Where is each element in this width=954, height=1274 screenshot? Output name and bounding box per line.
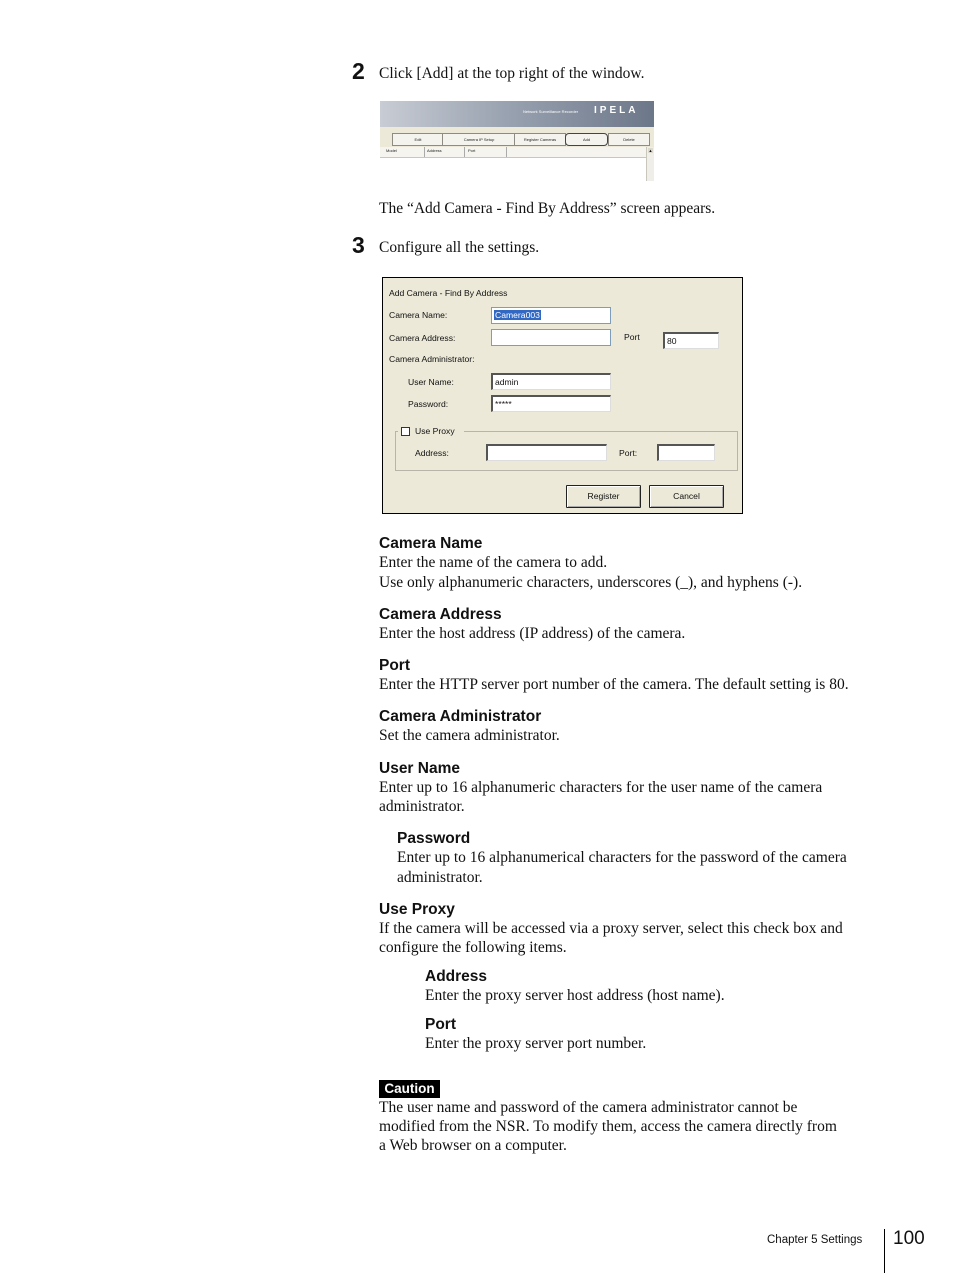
step-number: 3 bbox=[352, 232, 365, 258]
step-number: 2 bbox=[352, 58, 365, 84]
camera-address-label: Camera Address: bbox=[389, 333, 456, 343]
user-name-field[interactable]: admin bbox=[491, 373, 611, 390]
term-camera-address: Camera Address bbox=[379, 606, 502, 623]
use-proxy-label: Use Proxy bbox=[415, 426, 455, 436]
column-separator bbox=[464, 147, 465, 157]
term-user-name: User Name bbox=[379, 760, 460, 777]
use-proxy-checkbox[interactable] bbox=[401, 427, 410, 436]
caution-text-1: The user name and password of the camera administrator cannot be bbox=[379, 1099, 798, 1116]
step-text: Click [Add] at the top right of the window. bbox=[379, 65, 645, 82]
scroll-up-icon[interactable]: ▲ bbox=[648, 148, 653, 153]
app-title: Network Surveillance Recorder bbox=[523, 109, 579, 114]
proxy-address-field[interactable] bbox=[486, 444, 607, 461]
list-header bbox=[380, 147, 646, 158]
add-button[interactable]: Add bbox=[565, 133, 608, 146]
caution-text-3: a Web browser on a computer. bbox=[379, 1137, 567, 1154]
password-label: Password: bbox=[408, 399, 449, 409]
edit-button[interactable]: Edit bbox=[392, 133, 444, 146]
proxy-address-label: Address: bbox=[415, 448, 449, 458]
user-name-label: User Name: bbox=[408, 377, 454, 387]
desc-password-2: administrator. bbox=[397, 869, 483, 886]
desc-use-proxy-1: If the camera will be accessed via a proxy server, select this check box and bbox=[379, 920, 843, 937]
term-use-proxy: Use Proxy bbox=[379, 901, 455, 918]
scrollbar[interactable] bbox=[646, 147, 654, 181]
port-field[interactable]: 80 bbox=[663, 332, 719, 349]
desc-port: Enter the HTTP server port number of the camera. The default setting is 80. bbox=[379, 676, 849, 693]
register-cameras-button[interactable]: Register Cameras bbox=[514, 133, 566, 146]
column-address: Address bbox=[427, 148, 442, 153]
caution-badge: Caution bbox=[379, 1080, 440, 1098]
password-field[interactable]: ***** bbox=[491, 395, 611, 412]
term-camera-name: Camera Name bbox=[379, 535, 483, 552]
cancel-button[interactable]: Cancel bbox=[649, 485, 724, 508]
camera-address-field[interactable] bbox=[491, 329, 611, 346]
desc-camera-address: Enter the host address (IP address) of the camera. bbox=[379, 625, 686, 642]
column-port: Port bbox=[468, 148, 476, 153]
footer-divider bbox=[884, 1229, 885, 1273]
term-proxy-address: Address bbox=[425, 968, 488, 985]
desc-camera-name-1: Enter the name of the camera to add. bbox=[379, 554, 608, 571]
desc-use-proxy-2: configure the following items. bbox=[379, 939, 567, 956]
port-label: Port bbox=[624, 332, 640, 342]
ipela-logo: IPELA bbox=[594, 105, 639, 116]
dialog-title: Add Camera - Find By Address bbox=[389, 288, 508, 298]
desc-user-name-2: administrator. bbox=[379, 798, 465, 815]
camera-admin-label: Camera Administrator: bbox=[389, 354, 475, 364]
delete-button[interactable]: Delete bbox=[608, 133, 650, 146]
desc-camera-name-2: Use only alphanumeric characters, underscores (_), and hyphens (-). bbox=[379, 574, 803, 591]
term-password: Password bbox=[397, 830, 471, 847]
desc-proxy-port: Enter the proxy server port number. bbox=[425, 1035, 647, 1052]
page-number: 100 bbox=[893, 1228, 925, 1249]
camera-name-value: Camera003 bbox=[495, 310, 540, 320]
toolbar-screenshot bbox=[380, 101, 654, 181]
camera-name-field[interactable] bbox=[491, 307, 611, 324]
column-model: Model bbox=[386, 148, 397, 153]
camera-name-label: Camera Name: bbox=[389, 310, 448, 320]
column-separator bbox=[506, 147, 507, 157]
proxy-port-label: Port: bbox=[619, 448, 638, 458]
column-separator bbox=[424, 147, 425, 157]
add-camera-dialog bbox=[382, 277, 743, 514]
chapter-label: Chapter 5 Settings bbox=[767, 1234, 863, 1246]
desc-user-name-1: Enter up to 16 alphanumeric characters for the user name of the camera bbox=[379, 779, 823, 796]
term-camera-admin: Camera Administrator bbox=[379, 708, 542, 725]
desc-password-1: Enter up to 16 alphanumerical characters for the password of the camera bbox=[397, 849, 847, 866]
title-bar bbox=[380, 101, 654, 127]
register-button[interactable]: Register bbox=[566, 485, 641, 508]
step-result-text: The “Add Camera - Find By Address” screen appears. bbox=[379, 200, 716, 217]
step-text: Configure all the settings. bbox=[379, 239, 540, 256]
term-proxy-port: Port bbox=[425, 1016, 456, 1033]
proxy-port-field[interactable] bbox=[657, 444, 715, 461]
caution-text-2: modified from the NSR. To modify them, access the camera directly from bbox=[379, 1118, 837, 1135]
desc-proxy-address: Enter the proxy server host address (host name). bbox=[425, 987, 725, 1004]
term-port: Port bbox=[379, 657, 410, 674]
camera-ip-setup-button[interactable]: Camera IP Setup bbox=[442, 133, 516, 146]
desc-camera-admin: Set the camera administrator. bbox=[379, 727, 560, 744]
